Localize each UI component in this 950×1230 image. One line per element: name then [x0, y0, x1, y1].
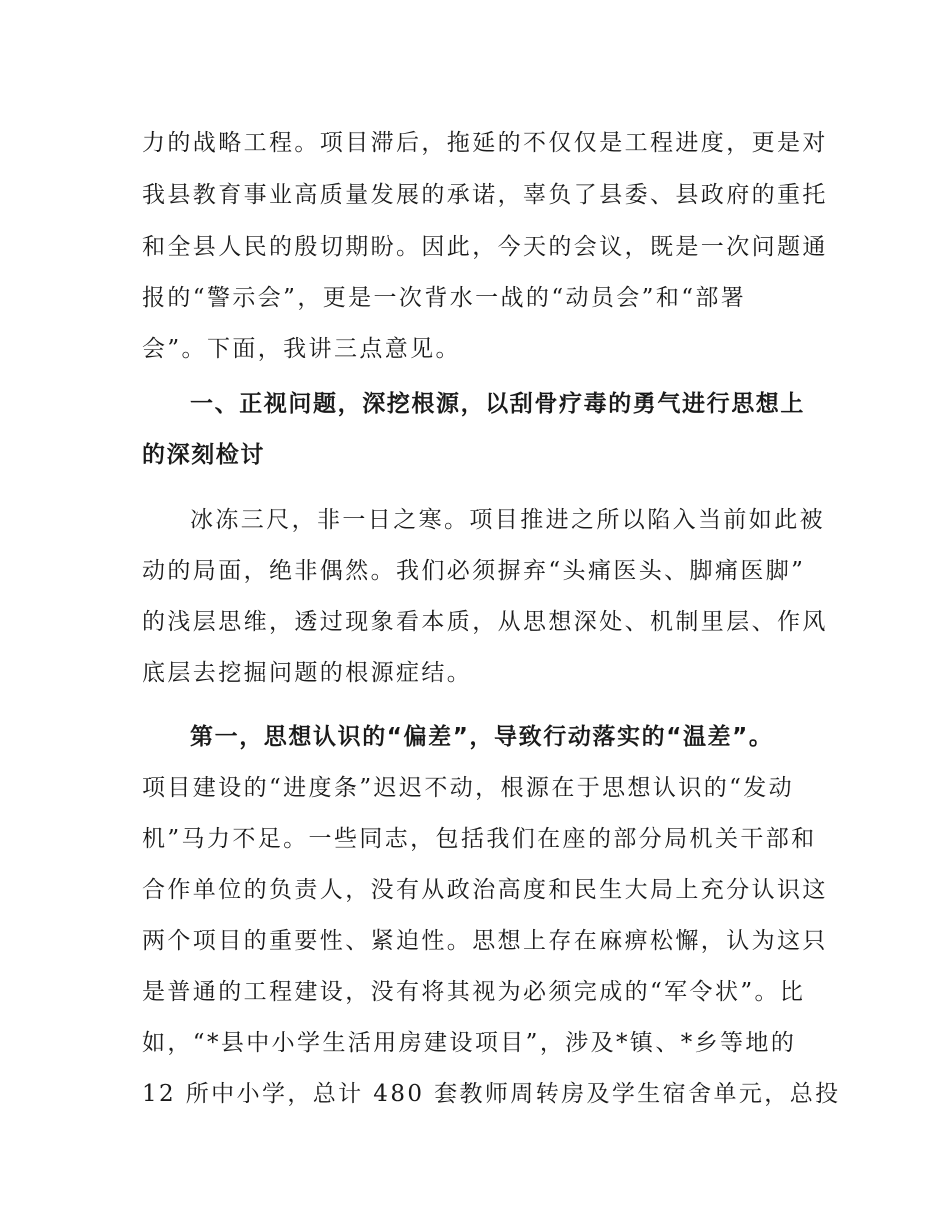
paragraph-1-line-4: 报的“警示会”，更是一次背水一战的“动员会”和“部署 [142, 285, 747, 311]
paragraph-3-line-3: 合作单位的负责人，没有从政治高度和民生大局上充分认识这 [142, 877, 828, 903]
paragraph-1-line-1: 力的战略工程。项目滞后，拖延的不仅仅是工程进度，更是对 [142, 130, 828, 156]
paragraph-1-line-5: 会”。下面，我讲三点意见。 [142, 336, 461, 362]
paragraph-2-line-1: 冰冻三尺，非一日之寒。项目推进之所以陷入当前如此被 [190, 507, 825, 533]
section-heading-line-1: 一、正视问题，深挖根源，以刮骨疗毒的勇气进行思想上 [190, 391, 805, 417]
paragraph-1-line-2: 我县教育事业高质量发展的承诺，辜负了县委、县政府的重托 [142, 182, 828, 208]
paragraph-3-line-5: 是普通的工程建设，没有将其视为必须完成的“军令状”。比 [142, 979, 806, 1005]
paragraph-3-line-4: 两个项目的重要性、紧迫性。思想上存在麻痹松懈，认为这只 [142, 928, 828, 954]
paragraph-3-line-7: 12 所中小学，总计 480 套教师周转房及学生宿舍单元，总投 [142, 1081, 841, 1107]
paragraph-3-line-1: 项目建设的“进度条”迟迟不动，根源在于思想认识的“发动 [142, 775, 795, 801]
paragraph-1-line-3: 和全县人民的殷切期盼。因此，今天的会议，既是一次问题通 [142, 234, 828, 260]
paragraph-2-line-4: 底层去挖掘问题的根源症结。 [142, 660, 473, 686]
paragraph-2-line-2: 动的局面，绝非偶然。我们必须摒弃“头痛医头、脚痛医脚” [142, 558, 806, 584]
subheading-first: 第一，思想认识的“偏差”，导致行动落实的“温差”。 [190, 724, 774, 750]
paragraph-3-line-2: 机”马力不足。一些同志，包括我们在座的部分局机关干部和 [142, 826, 817, 852]
paragraph-3-line-6: 如，“*县中小学生活用房建设项目”，涉及*镇、*乡等地的 [142, 1030, 797, 1056]
section-heading-line-2: 的深刻检讨 [142, 442, 265, 468]
paragraph-2-line-3: 的浅层思维，透过现象看本质，从思想深处、机制里层、作风 [142, 609, 828, 635]
